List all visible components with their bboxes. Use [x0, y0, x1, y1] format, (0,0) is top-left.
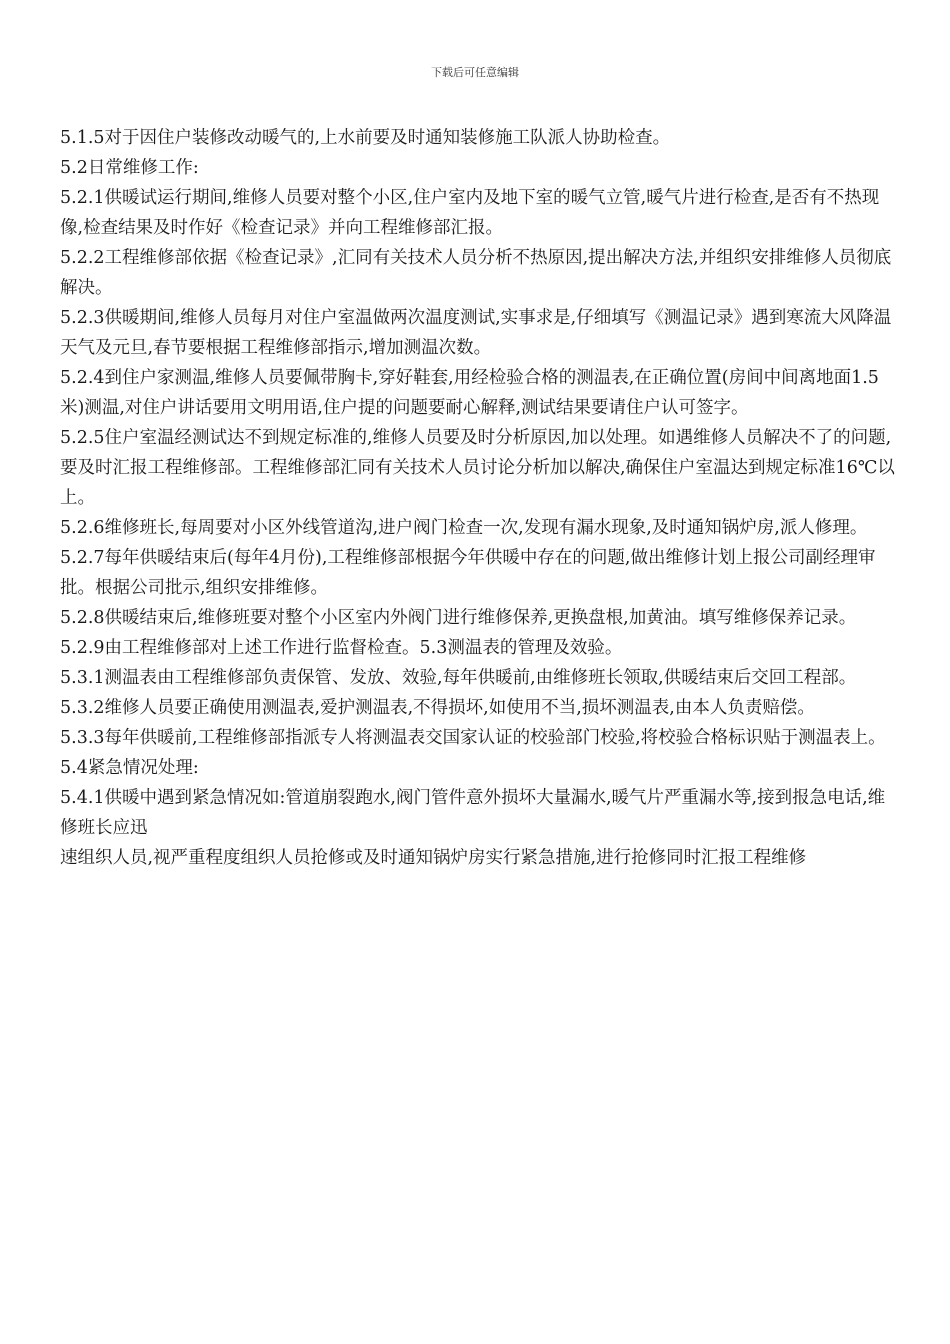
paragraph: 5.2.8供暖结束后,维修班要对整个小区室内外阀门进行维修保养,更换盘根,加黄油。填写维修保养记录。 [60, 608, 857, 628]
paragraph: 5.2.2工程维修部依据《检查记录》,汇同有关技术人员分析不热原因,提出解决方法,并组织安排维修人员彻底解决。 [60, 248, 892, 298]
paragraph: 5.2日常维修工作: [60, 158, 199, 178]
paragraph: 5.3.2维修人员要正确使用测温表,爱护测温表,不得损坏,如使用不当,损坏测温表,由本人负责赔偿。 [60, 698, 815, 718]
document-body [60, 123, 902, 873]
paragraph: 5.4紧急情况处理: [60, 758, 199, 778]
paragraph: 5.2.1供暖试运行期间,维修人员要对整个小区,住户室内及地下室的暖气立管,暖气片进行检查,是否有不热现像,检查结果及时作好《检查记录》并向工程维修部汇报。 [60, 188, 880, 238]
paragraph: 5.2.5住户室温经测试达不到规定标准的,维修人员要及时分析原因,加以处理。如遇维修人员解决不了的问题,要及时汇报工程维修部。工程维修部汇同有关技术人员讨论分析加以解决,确保住户室温达到规定标准16℃以上。 [60, 428, 895, 508]
paragraph: 5.2.4到住户家测温,维修人员要佩带胸卡,穿好鞋套,用经检验合格的测温表,在正确位置(房间中间离地面1.5米)测温,对住户讲话要用文明用语,住户提的问题要耐心解释,测试结果要请住户认可签字。 [60, 368, 879, 418]
paragraph: 5.2.6维修班长,每周要对小区外线管道沟,进户阀门检查一次,发现有漏水现象,及时通知锅炉房,派人修理。 [60, 518, 868, 538]
paragraph: 5.2.7每年供暖结束后(每年4月份),工程维修部根据今年供暖中存在的问题,做出维修计划上报公司副经理审批。根据公司批示,组织安排维修。 [60, 548, 876, 598]
paragraph: 5.3.3每年供暖前,工程维修部指派专人将测温表交国家认证的校验部门校验,将校验合格标识贴于测温表上。 [60, 728, 886, 748]
paragraph: 5.2.3供暖期间,维修人员每月对住户室温做两次温度测试,实事求是,仔细填写《测温记录》遇到寒流大风降温天气及元旦,春节要根据工程维修部指示,增加测温次数。 [60, 308, 892, 358]
paragraph: 5.4.1供暖中遇到紧急情况如:管道崩裂跑水,阀门管件意外损坏大量漏水,暖气片严重漏水等,接到报急电话,维修班长应迅 [60, 788, 886, 838]
page-header: 下载后可任意编辑 [431, 66, 519, 79]
paragraph: 5.2.9由工程维修部对上述工作进行监督检查。5.3测温表的管理及效验。 [60, 638, 623, 658]
paragraph: 5.1.5对于因住户装修改动暖气的,上水前要及时通知装修施工队派人协助检查。 [60, 128, 671, 148]
paragraph: 速组织人员,视严重程度组织人员抢修或及时通知锅炉房实行紧急措施,进行抢修同时汇报工程维修 [60, 848, 807, 868]
paragraph: 5.3.1测温表由工程维修部负责保管、发放、效验,每年供暖前,由维修班长领取,供暖结束后交回工程部。 [60, 668, 857, 688]
